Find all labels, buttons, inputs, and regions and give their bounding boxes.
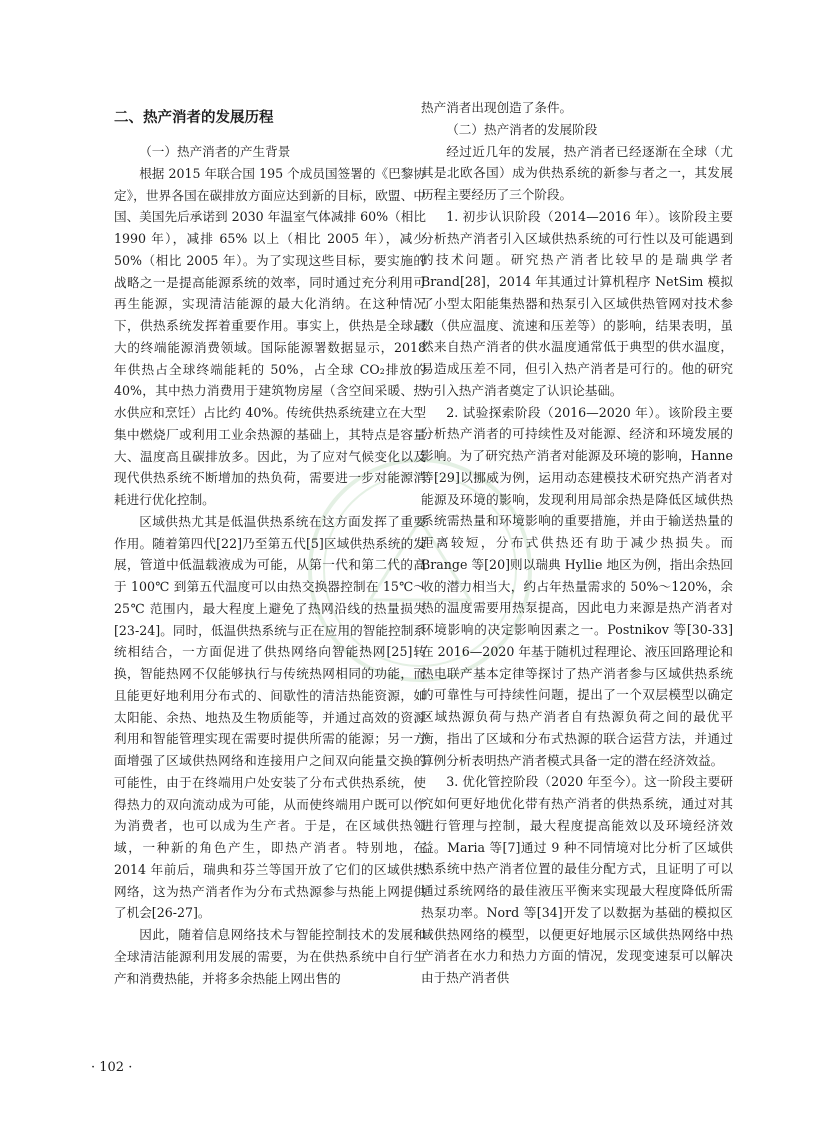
page-number: · 102 ·	[91, 1060, 133, 1075]
subsection-title: （二）热产消者的发展阶段	[446, 121, 598, 137]
section-title: 二、热产消者的发展历程	[114, 110, 274, 126]
paragraph: 区域供热尤其是低温供热系统在这方面发挥了重要作用。随着第四代[22]乃至第五代[5]区域供热系统的发展，管道中低温载液成为可能，从第一代和第二代的高于 100℃ 到第五代温度可以由热交换器控制在 15℃～25℃ 范围内，最大程度上避免了热网沿线的热量损失[23-24]。同时，低温供热系统与正在应用的智能控制系统相结合，一方面促进了供热网络向智能热网[25]转换，智能热网不仅能够执行与传统热网相同的功能，而且能更好地利用分布式的、间歇性的清洁热能资源，如太阳能、余热、地热及生物质能等，并通过高效的资源利用和智能管理实现在需要时提供所需的能源；另一方面增强了区域供热网络和连接用户之间双向能量交换的可能性，由于在终端用户处安装了分布式供热系统，使得热力的双向流动成为可能，从而使终端用户既可以作为消费者，也可以成为生产者。于是，在区域供热领域，一种新的角色产生，即热产消者。特别地，在 2014 年前后，瑞典和芬兰等国开放了它们的区域供热网络，这为热产消者作为分布式热源参与热能上网提供了机会[26-27]。	[114, 513, 426, 921]
paragraph: 1. 初步认识阶段（2014—2016 年）。该阶段主要分析热产消者引入区域供热系统的可行性以及可能遇到的技术问题。研究热产消者比较早的是瑞典学者 Brand[28]，2014 年其通过计算机程序 NetSim 模拟了小型太阳能集热器和热泵引入区域供热管网对技术参数（供应温度、流速和压差等）的影响，结果表明，虽然来自热产消者的供水温度通常低于典型的供水温度，易造成压差不同，但引入热产消者是可行的。他的研究为引入热产消者奠定了认识论基础。	[421, 208, 733, 398]
paragraph: 因此，随着信息网络技术与智能控制技术的发展和全球清洁能源利用发展的需要，为在供热系统中自行生产和消费热能，并将多余热能上网出售的	[114, 927, 426, 986]
paragraph: 2. 试验探索阶段（2016—2020 年）。该阶段主要分析热产消者的可持续性及对能源、经济和环境发展的影响。为了研究热产消者对能源及环境的影响，Hanne 等[29]以挪威为例，运用动态建模技术研究热产消者对能源及环境的影响，发现利用局部余热是降低区域供热系统需热量和环境影响的重要措施，并由于输送热量的距离较短，分布式供热还有助于减少热损失。而 Brange 等[20]则以瑞典 Hyllie 地区为例，指出余热回收的潜力相当大，约占年热量需求的 50%～120%，余热的温度需要用热泵提高，因此电力来源是热产消者对环境影响的决定影响因素之一。Postnikov 等[30-33]在 2016—2020 年基于随机过程理论、液压回路理论和热电联产基本定律等探讨了热产消者参与区域供热系统的可靠性与可持续性问题，提出了一个双层模型以确定区域热源负荷与热产消者自有热源负荷之间的最优平衡，指出了区域和分布式热源的联合运营方法，并通过算例分析表明热产消者模式具备一定的潜在经济效益。	[421, 404, 733, 768]
paragraph: 经过近几年的发展，热产消者已经逐渐在全球（尤其是北欧各国）成为供热系统的新参与者之一，其发展历程主要经历了三个阶段。	[421, 143, 733, 202]
paragraph: 3. 优化管控阶段（2020 年至今）。这一阶段主要研究如何更好地优化带有热产消者的供热系统，通过对其进行管理与控制，最大程度提高能效以及环境经济效益。Maria 等[7]通过 9 种不同情境对比分析了区域供热系统中热产消者位置的最佳分配方式，且证明了可以通过系统网络的最佳液压平衡来实现最大程度降低所需热泵功率。Nord 等[34]开发了以数据为基础的模拟区域供热网络的模型，以便更好地展示区域供热网络中热产消者在水力和热力方面的情况，发现变速泵可以解决由于热产消者供	[421, 774, 733, 985]
subsection-title: （一）热产消者的产生背景	[139, 144, 291, 159]
paragraph: 根据 2015 年联合国 195 个成员国签署的《巴黎协定》，世界各国在碳排放方面应达到新的目标，欧盟、中国、美国先后承诺到 2030 年温室气体减排 60%（相比 1990 年），减排 65% 以上（相比 2005 年），减少 50%（相比 2005 年）。为了实现这些目标，要实施的战略之一是提高能源系统的效率，同时通过充分利用可再生能源，实现清洁能源的最大化消纳。在这种情况下，供热系统发挥着重要作用。事实上，供热是全球最大的终端能源消费领域。国际能源署数据显示，2018 年供热占全球终端能耗的 50%，占全球 CO₂排放的 40%，其中热力消费用于建筑物房屋（含空间采暖、热水供应和烹饪）占比约 40%。传统供热系统建立在大型集中燃烧厂或利用工业余热源的基础上，其特点是容量大、温度高且碳排放多。因此，为了应对气候变化以及现代供热系统不断增加的热负荷，需要进一步对能源消耗进行优化控制。	[114, 165, 426, 507]
paragraph-continuation: 热产消者出现创造了条件。	[421, 100, 573, 115]
right-column	[421, 97, 733, 989]
left-column	[114, 97, 426, 989]
